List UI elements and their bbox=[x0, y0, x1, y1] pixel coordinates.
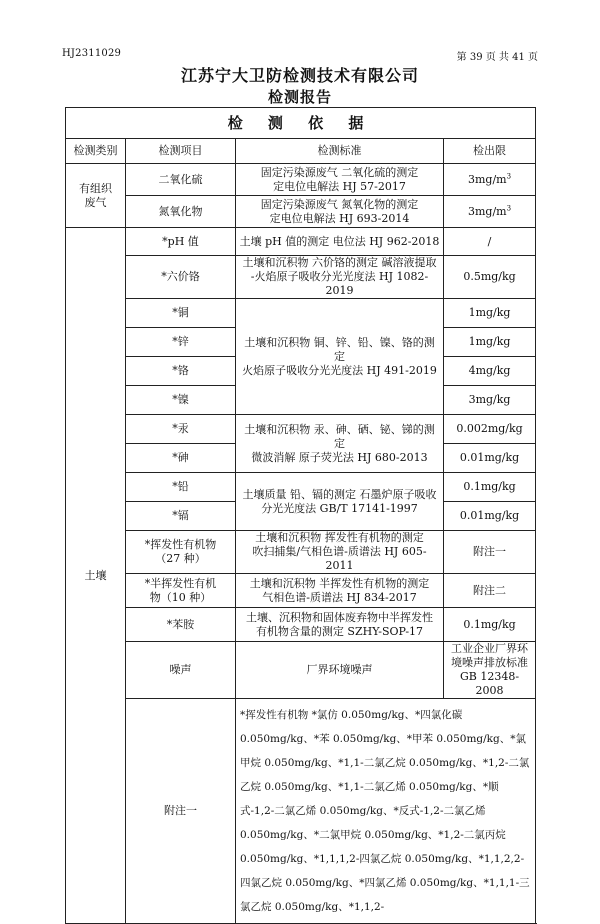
report-title: 检测报告 bbox=[267, 88, 332, 106]
item-cell: *砷 bbox=[126, 444, 236, 473]
item-cell: *镍 bbox=[126, 386, 236, 415]
note-label: 附注一 bbox=[126, 699, 236, 924]
item-cell: 二氧化硫 bbox=[126, 164, 236, 196]
item-cell: *苯胺 bbox=[126, 608, 236, 642]
limit-cell: 0.1mg/kg bbox=[444, 608, 536, 642]
item-cell: 氮氧化物 bbox=[126, 196, 236, 228]
limit-cell: 4mg/kg bbox=[444, 357, 536, 386]
table-row bbox=[66, 574, 536, 608]
limit-value: 3mg/m bbox=[467, 204, 507, 218]
category-gas: 有组织 废气 bbox=[66, 164, 126, 228]
limit-cell: 3mg/kg bbox=[444, 386, 536, 415]
limit-superscript: 3 bbox=[506, 203, 512, 212]
item-cell: *铅 bbox=[126, 473, 236, 502]
table-row bbox=[66, 415, 536, 444]
column-header-standard: 检测标准 bbox=[236, 139, 444, 164]
limit-cell: 0.01mg/kg bbox=[444, 444, 536, 473]
table-header-row bbox=[66, 139, 536, 164]
item-cell: *六价铬 bbox=[126, 256, 236, 299]
table-row bbox=[66, 608, 536, 642]
company-name: 江苏宁大卫防检测技术有限公司 bbox=[180, 66, 419, 85]
standard-cell-merged: 土壤和沉积物 铜、锌、铅、镍、铬的测定 火焰原子吸收分光光度法 HJ 491-2019 bbox=[236, 299, 444, 415]
detection-basis-table bbox=[65, 107, 536, 924]
limit-cell: 0.002mg/kg bbox=[444, 415, 536, 444]
standard-cell: 工业企业厂界环境噪声排放标准 GB 12348-2008 bbox=[444, 642, 536, 699]
table-row bbox=[66, 531, 536, 574]
limit-cell bbox=[444, 196, 536, 228]
table-row bbox=[66, 642, 536, 699]
limit-cell: 1mg/kg bbox=[444, 299, 536, 328]
limit-value: 3mg/m bbox=[467, 172, 507, 186]
item-cell: *半挥发性有机 物（10 种） bbox=[126, 574, 236, 608]
table-row bbox=[66, 299, 536, 328]
item-cell: *铬 bbox=[126, 357, 236, 386]
limit-cell: 0.5mg/kg bbox=[444, 256, 536, 299]
report-number: HJ2311029 bbox=[62, 48, 122, 59]
limit-cell bbox=[444, 164, 536, 196]
standard-cell: 土壤 pH 值的测定 电位法 HJ 962-2018 bbox=[236, 228, 444, 256]
limit-cell: 附注二 bbox=[444, 574, 536, 608]
standard-cell: 土壤和沉积物 六价铬的测定 碱溶液提取 -火焰原子吸收分光光度法 HJ 1082-2019 bbox=[236, 256, 444, 299]
table-row bbox=[66, 228, 536, 256]
item-cell: *汞 bbox=[126, 415, 236, 444]
limit-cell: / bbox=[444, 228, 536, 256]
table-title: 检 测 依 据 bbox=[66, 108, 536, 139]
note-text: *挥发性有机物 *氯仿 0.050mg/kg、*四氯化碳 0.050mg/kg、*苯 0.050mg/kg、*甲苯 0.050mg/kg、*氯甲烷 0.050mg/kg、*1,1-二氯乙烷 0.050mg/kg、*1,2-二氯乙烷 0.050mg/kg、*1,1-二氯乙烯 0.050mg/kg、*顺式-1,2-二氯乙烯 0.050mg/kg、*反式-1,2-二氯乙烯 0.050mg/kg、*二氯甲烷 0.050mg/kg、*1,2-二氯丙烷 0.050mg/kg、*1,1,1,2-四氯乙烷 0.050mg/kg、*1,1,2,2-四氯乙烷 0.050mg/kg、*四氯乙烯 0.050mg/kg、*1,1,1-三氯乙烷 0.050mg/kg、*1,1,2- bbox=[236, 699, 536, 924]
limit-cell: 0.1mg/kg bbox=[444, 473, 536, 502]
category-noise: 噪声 bbox=[126, 642, 236, 699]
limit-cell: 0.01mg/kg bbox=[444, 502, 536, 531]
note-row bbox=[66, 699, 536, 924]
item-cell: *镉 bbox=[126, 502, 236, 531]
standard-cell: 固定污染源废气 氮氧化物的测定 定电位电解法 HJ 693-2014 bbox=[236, 196, 444, 228]
standard-cell: 土壤和沉积物 半挥发性有机物的测定 气相色谱-质谱法 HJ 834-2017 bbox=[236, 574, 444, 608]
column-header-item: 检测项目 bbox=[126, 139, 236, 164]
standard-cell-merged: 土壤和沉积物 汞、砷、硒、铋、锑的测定 微波消解 原子荧光法 HJ 680-2013 bbox=[236, 415, 444, 473]
table-row bbox=[66, 256, 536, 299]
category-soil: 土壤 bbox=[66, 228, 126, 924]
column-header-category: 检测类别 bbox=[66, 139, 126, 164]
standard-cell-merged: 土壤质量 铅、镉的测定 石墨炉原子吸收 分光光度法 GB/T 17141-1997 bbox=[236, 473, 444, 531]
item-cell: *锌 bbox=[126, 328, 236, 357]
item-cell: *铜 bbox=[126, 299, 236, 328]
page-info: 第 39 页 共 41 页 bbox=[456, 52, 538, 63]
standard-cell: 土壤、沉积物和固体废弃物中半挥发性 有机物含量的测定 SZHY-SOP-17 bbox=[236, 608, 444, 642]
table-row bbox=[66, 196, 536, 228]
standard-cell: 固定污染源废气 二氧化硫的测定 定电位电解法 HJ 57-2017 bbox=[236, 164, 444, 196]
limit-cell: 1mg/kg bbox=[444, 328, 536, 357]
item-cell: *挥发性有机物 （27 种） bbox=[126, 531, 236, 574]
item-cell: 厂界环境噪声 bbox=[236, 642, 444, 699]
limit-superscript: 3 bbox=[506, 171, 512, 180]
table-row bbox=[66, 164, 536, 196]
table-row bbox=[66, 473, 536, 502]
limit-cell: 附注一 bbox=[444, 531, 536, 574]
column-header-limit: 检出限 bbox=[444, 139, 536, 164]
standard-cell: 土壤和沉积物 挥发性有机物的测定 吹扫捕集/气相色谱-质谱法 HJ 605-2011 bbox=[236, 531, 444, 574]
item-cell: *pH 值 bbox=[126, 228, 236, 256]
